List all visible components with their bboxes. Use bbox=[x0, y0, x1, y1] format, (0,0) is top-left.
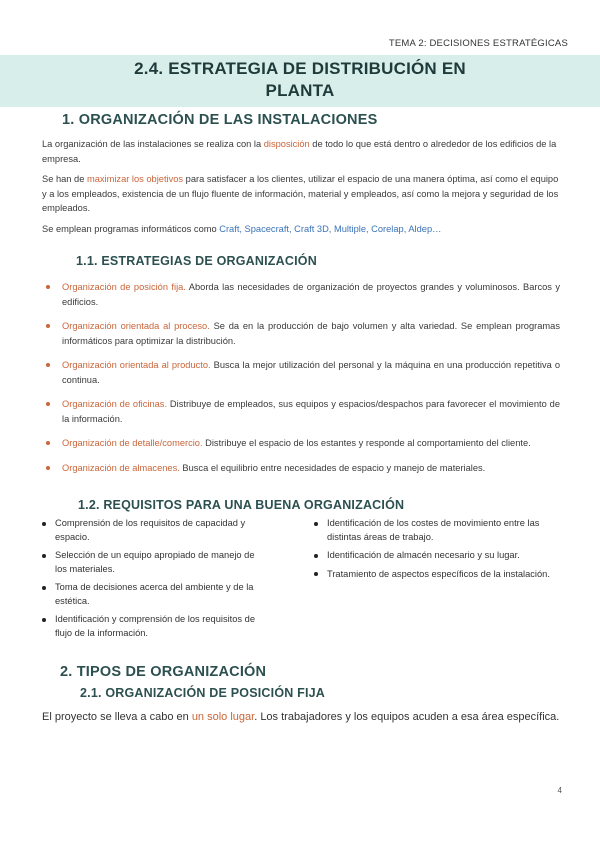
requirements-left-list bbox=[40, 517, 258, 645]
section-2-1-body: El proyecto se lleva a cabo en un solo lugar. Los trabajadores y los equipos acuden a esa área específica. bbox=[42, 711, 560, 723]
page-number: 4 bbox=[557, 786, 562, 795]
list-item: Tratamiento de aspectos específicos de la instalación. bbox=[312, 568, 560, 582]
list-item: Identificación de los costes de movimiento entre las distintas áreas de trabajo. bbox=[312, 517, 560, 544]
page-title-line-1: 2.4. ESTRATEGIA DE DISTRIBUCIÓN EN bbox=[134, 59, 466, 78]
list-item: Organización de posición fija. Aborda las necesidades de organización de proyectos grandes y voluminosos. Barcos y edificios. bbox=[42, 280, 560, 309]
list-item: Organización de almacenes. Busca el equilibrio entre necesidades de espacio y manejo de materiales. bbox=[42, 461, 560, 476]
list-item: Comprensión de los requisitos de capacidad y espacio. bbox=[40, 517, 258, 544]
list-item: Organización orientada al proceso. Se da en la producción de bajo volumen y alta variedad. Se emplean programas informáticos para optimizar la distribución. bbox=[42, 319, 560, 348]
section-1-heading: 1. ORGANIZACIÓN DE LAS INSTALACIONES bbox=[62, 112, 378, 128]
section-2-heading: 2. TIPOS DE ORGANIZACIÓN bbox=[60, 664, 267, 680]
list-item: Identificación y comprensión de los requisitos de flujo de la información. bbox=[40, 613, 258, 640]
section-1-1-heading: 1.1. ESTRATEGIAS DE ORGANIZACIÓN bbox=[76, 254, 317, 268]
software-list: Craft, Spacecraft, Craft 3D, Multiple, Corelap, Aldep… bbox=[219, 224, 442, 234]
list-item: Identificación de almacén necesario y su lugar. bbox=[312, 549, 560, 563]
section-1-2-heading: 1.2. REQUISITOS PARA UNA BUENA ORGANIZACIÓN bbox=[78, 498, 405, 512]
requirements-right-list bbox=[312, 517, 560, 586]
section-1-paragraph-2: Se han de maximizar los objetivos para satisfacer a los clientes, utilizar el espacio de una manera óptima, así como el equipo y a los empleados, existencia de un flujo fluente de información, material y empleados, así como la mejora y seguridad de los empleados. bbox=[42, 174, 559, 213]
page-title-line-2: PLANTA bbox=[265, 81, 335, 100]
strategy-list bbox=[42, 280, 560, 485]
page-title bbox=[0, 58, 600, 102]
section-2-1-heading: 2.1. ORGANIZACIÓN DE POSICIÓN FIJA bbox=[80, 686, 326, 700]
list-item: Toma de decisiones acerca del ambiente y de la estética. bbox=[40, 581, 258, 608]
section-1-paragraph-1: La organización de las instalaciones se realiza con la disposición de todo lo que está dentro o alrededor de los edificios de la empresa. bbox=[42, 139, 557, 164]
list-item: Selección de un equipo apropiado de manejo de los materiales. bbox=[40, 549, 258, 576]
list-item: Organización orientada al producto. Busca la mejor utilización del personal y la máquina en una producción repetitiva o continua. bbox=[42, 358, 560, 387]
list-item: Organización de oficinas. Distribuye de empleados, sus equipos y espacios/despachos para favorecer el movimiento de la información. bbox=[42, 397, 560, 426]
section-1-paragraph-3: Se emplean programas informáticos como Craft, Spacecraft, Craft 3D, Multiple, Corelap, Aldep… bbox=[42, 224, 442, 234]
chapter-header: TEMA 2: DECISIONES ESTRATÉGICAS bbox=[388, 38, 568, 49]
list-item: Organización de detalle/comercio. Distribuye el espacio de los estantes y responde al comportamiento del cliente. bbox=[42, 436, 560, 451]
